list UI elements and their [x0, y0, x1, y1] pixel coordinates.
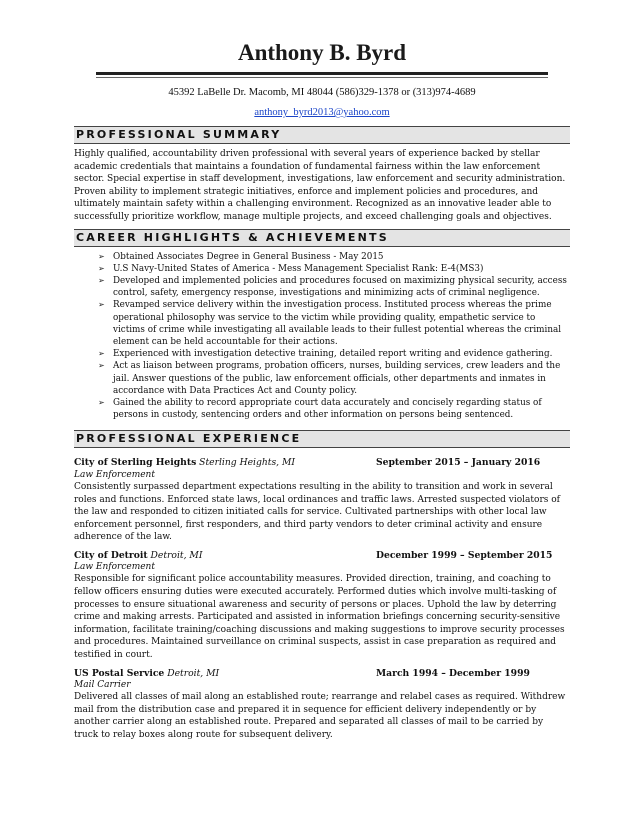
- arrow-bullet-icon: ➢: [98, 398, 105, 407]
- candidate-name: Anthony B. Byrd: [237, 40, 407, 65]
- list-item: [98, 360, 570, 397]
- contact-email-row: [74, 106, 570, 119]
- list-item: [98, 275, 570, 299]
- summary-heading: PROFESSIONAL SUMMARY: [76, 128, 282, 141]
- job-description: Delivered all classes of mail along an established route; rearrange and relabel cases as required. Withdrew mail from the distribution case and prepared it in sequence for efficient delivery independently or by another carrier along an established route. Prepared and separated all classes of mail to be carried by truck to relay boxes along route for subsequent delivery.: [74, 692, 566, 740]
- job-dates: December 1999 – September 2015: [376, 549, 553, 561]
- job-title: Mail Carrier: [74, 680, 131, 691]
- job-dates: March 1994 – December 1999: [376, 667, 530, 679]
- highlights-heading: CAREER HIGHLIGHTS & ACHIEVEMENTS: [76, 230, 389, 244]
- name-divider: [96, 72, 548, 79]
- highlight-text: Developed and implemented policies and procedures focused on maximizing physical security, access control, safety, emergency response, investigations and minimizing acts of criminal negligence.: [113, 275, 567, 299]
- divider-thin-line: [96, 77, 548, 78]
- arrow-bullet-icon: ➢: [98, 263, 105, 273]
- job-location: Sterling Heights, MI: [199, 457, 296, 469]
- job-location: Detroit, MI: [167, 667, 220, 679]
- job-entry: [74, 668, 570, 742]
- list-item: [98, 299, 570, 348]
- list-item: [98, 263, 570, 275]
- arrow-bullet-icon: ➢: [98, 349, 105, 359]
- highlights-list: [74, 251, 570, 422]
- job-entry: [74, 550, 570, 662]
- job-employer: US Postal Service: [74, 667, 165, 679]
- arrow-bullet-icon: ➢: [98, 275, 105, 285]
- summary-heading-bar: [74, 126, 570, 144]
- job-title: Law Enforcement: [74, 469, 155, 480]
- highlight-text: Experienced with investigation detective training, detailed report writing and evidence gathering.: [113, 349, 553, 360]
- job-header: [74, 668, 570, 681]
- job-description: Consistently surpassed department expectations resulting in the ability to transition and work in several roles and functions. Enforced state laws, local ordinances and traffic laws. Arrested suspected violators of the law and responded to citizen initiated calls for service. Cultivated partnerships with other local law enforcement personnel, first responders, and third party vendors to deter criminal activity and ensure adherence of the law.: [74, 481, 560, 543]
- divider-thick-line: [96, 72, 548, 75]
- experience-heading: PROFESSIONAL EXPERIENCE: [76, 432, 302, 446]
- highlight-text: Revamped service delivery within the investigation process. Instituted process whereas the prime operational philosophy was service to the victim while providing quality, empathetic service to victims of crime while investigating all available leads to their fullest potential whereas the criminal element can be held accountable for their actions.: [113, 300, 562, 347]
- arrow-bullet-icon: ➢: [98, 361, 105, 371]
- highlight-text: U.S Navy-United States of America - Mess Management Specialist Rank: E-4(MS3): [113, 263, 484, 274]
- summary-text: Highly qualified, accountability driven professional with several years of experience backed by stellar academic credentials that maintains a foundation of fundamental fairness within the law enforcement sector. Special expertise in staff development, investigations, law enforcement and security administration. Proven ability to implement strategic initiatives, enforce and implement policies and procedures, and ultimately maintain safety within a challenging environment. Recognized as an innovative leader able to successfully prioritize workflow, manage multiple projects, and exceed challenging goals and objectives.: [74, 149, 566, 222]
- resume-page: [74, 0, 570, 741]
- contact-line: 45392 LaBelle Dr. Macomb, MI 48044 (586)329-1378 or (313)974-4689: [168, 87, 476, 98]
- job-location: Detroit, MI: [150, 549, 203, 561]
- list-item: [98, 397, 570, 421]
- arrow-bullet-icon: ➢: [98, 300, 105, 310]
- job-title: Law Enforcement: [74, 562, 155, 573]
- job-header: [74, 550, 570, 563]
- highlight-text: Act as liaison between programs, probation officers, nurses, building services, crew leaders and the jail. Answer questions of the public, law enforcement officials, other departments and inmates in accordance with Data Practices Act and County policy.: [113, 361, 561, 396]
- job-dates: September 2015 – January 2016: [376, 457, 541, 469]
- email-link[interactable]: anthony_byrd2013@yahoo.com: [254, 107, 390, 118]
- job-employer: City of Sterling Heights: [74, 457, 197, 469]
- job-description: Responsible for significant police accountability measures. Provided direction, training, and coaching to fellow officers ensuring duties were executed accurately. Performed duties which involve multi-tasking of processes to ensure situational awareness and security of persons or places. Uphold the law by deterring crime and making arrests. Participated and assisted in information briefings concerning security-sensitive information, facilitate training/coaching discussions and making suggestions to improve security processes and procedures. Maintained surveillance on criminal suspects, assist in case preparation as required and testified in court.: [74, 574, 565, 660]
- highlights-heading-bar: [74, 229, 570, 247]
- experience-heading-bar: [74, 430, 570, 448]
- arrow-bullet-icon: ➢: [98, 251, 105, 261]
- job-employer: City of Detroit: [74, 549, 148, 561]
- highlight-text: Gained the ability to record appropriate court data accurately and concisely regarding status of persons in custody, sentencing orders and other information on persons being sentenced.: [113, 398, 542, 421]
- list-item: [98, 251, 570, 263]
- job-entry: [74, 457, 570, 543]
- job-header: [74, 457, 570, 470]
- highlight-text: Obtained Associates Degree in General Business - May 2015: [113, 251, 384, 262]
- list-item: [98, 348, 570, 360]
